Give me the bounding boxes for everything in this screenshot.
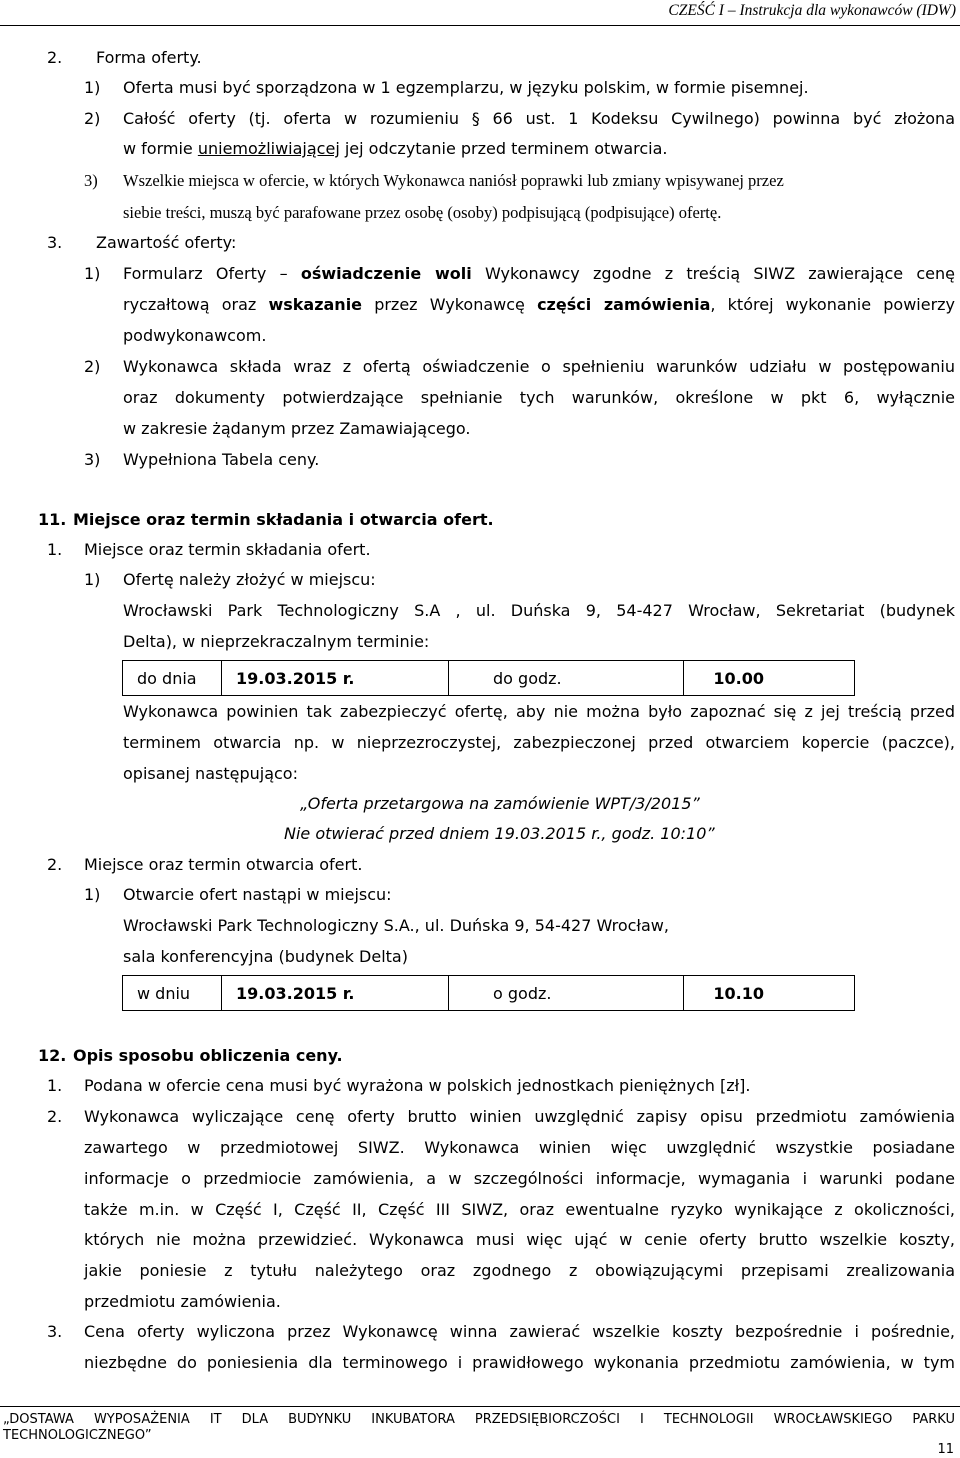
s11-sub2-number: 2. (47, 855, 63, 874)
s11-item1-number: 1) (84, 570, 101, 589)
s11-item2-text: Otwarcie ofert nastąpi w miejscu: (123, 885, 392, 904)
s12-item3-line: niezbędne do poniesienia dla terminowego i prawidłowego wykonania przedmiotu zamówienia, w tym (84, 1353, 955, 1372)
s11-item1-text: Ofertę należy złożyć w miejscu: (123, 570, 376, 589)
s12-item2-line: których nie można przewidzieć. Wykonawca musi więc ująć w cenie oferty brutto wszelkie koszty, (84, 1230, 955, 1249)
opening-time: 10.10 (684, 976, 855, 1011)
footer-rule (0, 1406, 960, 1407)
envelope-label-line2: Nie otwierać przed dniem 19.03.2015 r., godz. 10:10” (284, 824, 715, 843)
s11-title: Miejsce oraz termin składania i otwarcia ofert. (73, 510, 494, 529)
s2-item2-line2: w formie uniemożliwiającej jej odczytanie przed terminem otwarcia. (123, 139, 668, 158)
page-header: CZEŚĆ I – Instrukcja dla wykonawców (IDW) (668, 2, 956, 19)
s12-number: 12. (38, 1046, 67, 1065)
s3-item2-number: 2) (84, 357, 101, 376)
deadline-date: 19.03.2015 r. (222, 661, 449, 696)
envelope-note-line2: terminem otwarcia np. w nieprzezroczystej, zabezpieczonej przed otwarciem kopercie (paczce), (123, 733, 955, 752)
s12-item2-line: zawartego w przedmiotowej SIWZ. Wykonawca winien więc uwzględnić wszystkie posiadane (84, 1138, 955, 1157)
s12-item2-number: 2. (47, 1107, 63, 1126)
envelope-label-line1: „Oferta przetargowa na zamówienie WPT/3/2015” (300, 794, 700, 813)
envelope-note-line3: opisanej następująco: (123, 764, 298, 783)
s11-sub1-title: Miejsce oraz termin składania ofert. (84, 540, 371, 559)
deadline-time: 10.00 (684, 661, 855, 696)
s12-item1-number: 1. (47, 1076, 63, 1095)
s3-item1-line2: ryczałtową oraz wskazanie przez Wykonawcę części zamówienia, której wykonanie powierzy (123, 295, 956, 314)
opening-date: 19.03.2015 r. (222, 976, 449, 1011)
s2-title: Forma oferty. (96, 48, 202, 67)
underlined-word: uniemożliwiającej (197, 139, 340, 158)
s11-number: 11. (38, 510, 67, 529)
s12-item3-line: Cena oferty wyliczona przez Wykonawcę winna zawierać wszelkie koszty bezpośrednie i pośrednie, (84, 1322, 955, 1341)
deadline-date-label: do dnia (123, 661, 222, 696)
s12-title: Opis sposobu obliczenia ceny. (73, 1046, 343, 1065)
s11-item2-number: 1) (84, 885, 101, 904)
submission-deadline-box (122, 660, 855, 696)
s2-item1-text: Oferta musi być sporządzona w 1 egzemplarzu, w języku polskim, w formie pisemnej. (123, 78, 809, 97)
opening-address-line2: sala konferencyjna (budynek Delta) (123, 947, 408, 966)
opening-address-line1: Wrocławski Park Technologiczny S.A., ul. Duńska 9, 54-427 Wrocław, (123, 916, 669, 935)
s3-item2-line3: w zakresie żądanym przez Zamawiającego. (123, 419, 471, 438)
deadline-time-label: do godz. (449, 661, 684, 696)
s3-item3-text: Wypełniona Tabela ceny. (123, 450, 320, 469)
s12-item1-text: Podana w ofercie cena musi być wyrażona w polskich jednostkach pieniężnych [zł]. (84, 1076, 751, 1095)
footer-line1: „DOSTAWA WYPOSAŻENIA IT DLA BUDYNKU INKUBATORA PRZEDSIĘBIORCZOŚCI I TECHNOLOGII WROCŁAWSKIEGO PARKU (3, 1412, 955, 1427)
s12-item2-line: także m.in. w Część I, Część II, Część III SIWZ, oraz ewentualne ryzyko wynikające z okoliczności, (84, 1200, 955, 1219)
s2-item3-line1: Wszelkie miejsca w ofercie, w których Wykonawca naniósł poprawki lub zmiany wpisywanej przez (123, 171, 784, 190)
s3-item2-line2: oraz dokumenty potwierdzające spełnianie tych warunków, określone w pkt 6, wyłącznie (123, 388, 955, 407)
s12-item2-line: informacje o przedmiocie zamówienia, a w szczególności informacje, wymagania i warunki podane (84, 1169, 955, 1188)
envelope-note-line1: Wykonawca powinien tak zabezpieczyć ofertę, aby nie można było zapoznać się z jej treścią przed (123, 702, 955, 721)
opening-date-box (122, 975, 855, 1011)
page-number: 11 (937, 1442, 954, 1457)
s2-item1-number: 1) (84, 78, 101, 97)
s3-item1-line3: podwykonawcom. (123, 326, 267, 345)
s11-sub2-title: Miejsce oraz termin otwarcia ofert. (84, 855, 363, 874)
s11-sub1-number: 1. (47, 540, 63, 559)
s3-item3-number: 3) (84, 450, 101, 469)
s3-title: Zawartość oferty: (96, 233, 237, 252)
s3-item1-number: 1) (84, 264, 101, 283)
s12-item2-line: przedmiotu zamówienia. (84, 1292, 281, 1311)
opening-time-label: o godz. (449, 976, 684, 1011)
address-line1: Wrocławski Park Technologiczny S.A , ul. Duńska 9, 54-427 Wrocław, Sekretariat (budynek (123, 601, 955, 620)
s2-item3-number: 3) (84, 171, 98, 190)
s2-number: 2. (47, 48, 63, 67)
s12-item2-line: jakie poniesie z tytułu należytego oraz zgodnego z obowiązującymi przepisami zrealizowania (84, 1261, 955, 1280)
s2-item2-number: 2) (84, 109, 101, 128)
footer-line2: TECHNOLOGICZNEGO” (3, 1428, 152, 1443)
s3-item2-line1: Wykonawca składa wraz z ofertą oświadczenie o spełnieniu warunków udziału w postępowaniu (123, 357, 955, 376)
s12-item2-line: Wykonawca wyliczające cenę oferty brutto winien uwzględnić zapisy opisu przedmiotu zamówienia (84, 1107, 955, 1126)
opening-date-label: w dniu (123, 976, 222, 1011)
s3-item1-line1: Formularz Oferty – oświadczenie woli Wykonawcy zgodne z treścią SIWZ zawierające cenę (123, 264, 956, 283)
s2-item2-line1: Całość oferty (tj. oferta w rozumieniu § 66 ust. 1 Kodeksu Cywilnego) powinna być złożona (123, 109, 955, 128)
s2-item3-line2: siebie treści, muszą być parafowane przez osobę (osoby) podpisującą (podpisujące) ofertę. (123, 203, 722, 222)
s3-number: 3. (47, 233, 63, 252)
address-line2: Delta), w nieprzekraczalnym terminie: (123, 632, 430, 651)
header-rule (0, 25, 960, 26)
s12-item3-number: 3. (47, 1322, 63, 1341)
